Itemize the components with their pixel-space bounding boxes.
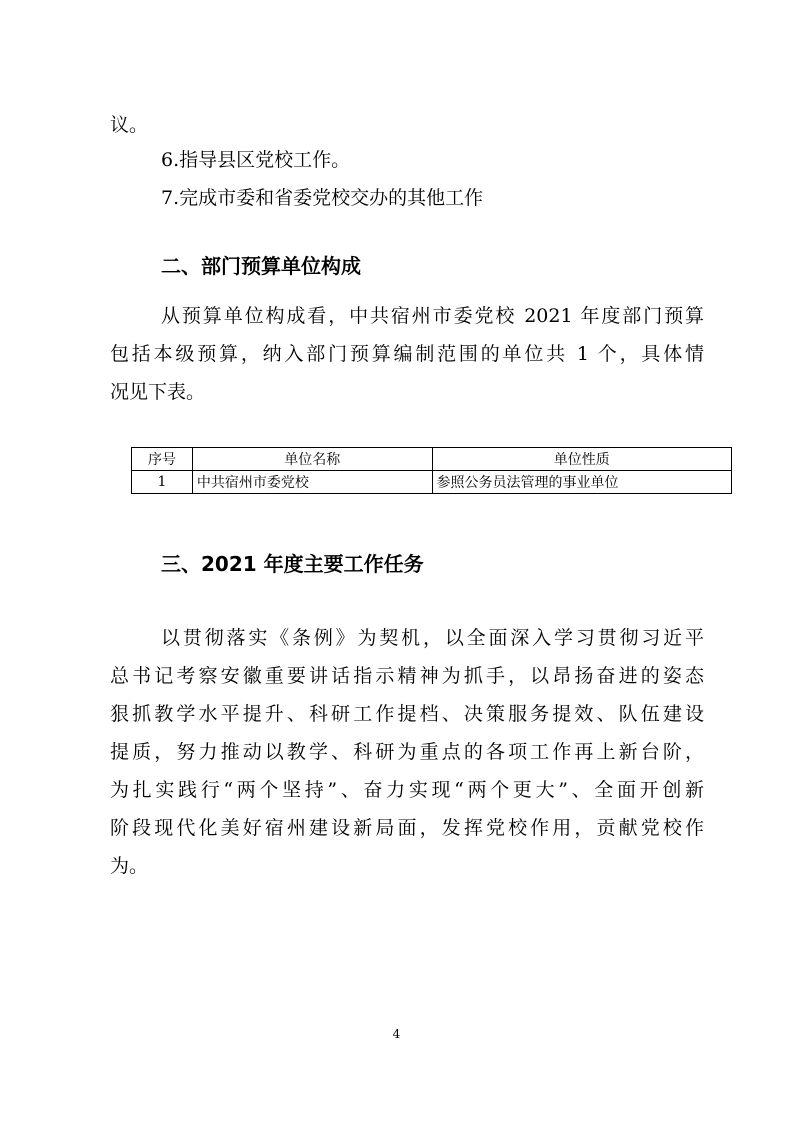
body-line: 阶段现代化美好宿州建设新局面，发挥党校作用，贡献党校作: [110, 817, 704, 839]
table-cell: 1: [132, 471, 193, 494]
body-line: 为扎实践行“两个坚持”、奋力实现“两个更大”、全面开创新: [110, 779, 704, 801]
list-item: 7.完成市委和省委党校交办的其他工作: [161, 187, 484, 209]
body-line: 为。: [110, 855, 149, 877]
body-line: 况见下表。: [110, 381, 206, 403]
body-line: 提质，努力推动以教学、科研为重点的各项工作再上新台阶，: [110, 741, 704, 763]
section-heading: 三、2021 年度主要工作任务: [161, 552, 424, 576]
budget-unit-table: [131, 447, 732, 494]
table-row: [132, 471, 732, 494]
body-line: 总书记考察安徽重要讲话指示精神为抓手，以昂扬奋进的姿态: [110, 665, 704, 687]
column-header: 单位名称: [192, 448, 432, 471]
table-header-row: [132, 448, 732, 471]
body-line: 从预算单位构成看，中共宿州市委党校 2021 年度部门预算: [161, 305, 704, 327]
page-number: 4: [392, 1027, 401, 1041]
table-cell: 中共宿州市委党校: [192, 471, 432, 494]
body-line: 狠抓教学水平提升、科研工作提档、决策服务提效、队伍建设: [110, 703, 704, 725]
column-header: 单位性质: [432, 448, 732, 471]
paragraph-tail: 议。: [110, 114, 149, 136]
body-line: 以贯彻落实《条例》为契机，以全面深入学习贯彻习近平: [161, 627, 704, 649]
table-cell: 参照公务员法管理的事业单位: [432, 471, 732, 494]
column-header: 序号: [132, 448, 193, 471]
section-heading: 二、部门预算单位构成: [161, 254, 361, 278]
body-line: 包括本级预算，纳入部门预算编制范围的单位共 1 个，具体情: [110, 343, 704, 365]
list-item: 6.指导县区党校工作。: [161, 149, 351, 171]
